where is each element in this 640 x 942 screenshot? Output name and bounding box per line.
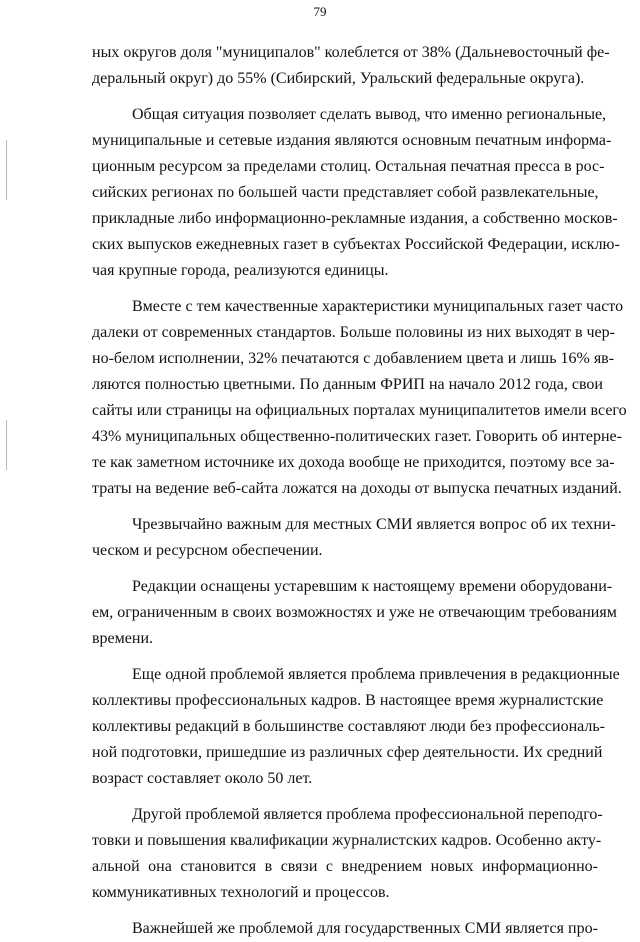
- text-line: возраст составляет около 50 лет.: [92, 770, 313, 787]
- text-line: Еще одной проблемой является проблема привлечения в редакционные: [132, 666, 620, 683]
- text-line: коммуникативных технологий и процессов.: [92, 884, 390, 901]
- paragraph: [92, 574, 617, 652]
- text-line: деральный округ) до 55% (Сибирский, Уральский федеральные округа).: [92, 70, 585, 87]
- text-line: коллективы профессиональных кадров. В настоящее время журналистские: [92, 692, 604, 709]
- paragraph: [92, 102, 620, 284]
- paragraph: [92, 662, 620, 792]
- paragraph-gap: [92, 652, 598, 662]
- text-line: времени.: [92, 630, 154, 647]
- text-line: Общая ситуация позволяет сделать вывод, что именно региональные,: [132, 106, 607, 123]
- text-line: далеки от современных стандартов. Больше половины из них выходят в чер-: [92, 324, 615, 341]
- paragraph: [92, 512, 616, 564]
- text-line: ляются полностью цветными. По данным ФРИП на начало 2012 года, свои: [92, 376, 603, 393]
- text-line: но-белом исполнении, 32% печатаются с добавлением цвета и лишь 16% яв-: [92, 350, 615, 367]
- text-line: ной подготовки, пришедшие из различных сфер деятельности. Их средний: [92, 744, 603, 761]
- text-line: товки и повышения квалификации журналистских кадров. Особенно акту-: [92, 832, 602, 849]
- page-number: 79: [313, 4, 327, 19]
- text-line: ционным ресурсом за пределами столиц. Остальная печатная пресса в рос-: [92, 158, 605, 175]
- paragraph: [92, 802, 603, 906]
- body-text: [92, 40, 627, 942]
- text-line: чая крупные города, реализуются единицы.: [92, 262, 389, 279]
- text-line: альной она становится в связи с внедрением новых информационно-: [92, 858, 598, 875]
- paragraph: [92, 916, 598, 942]
- text-line: Другой проблемой является проблема профессиональной переподго-: [132, 806, 603, 823]
- text-line: Вместе с тем качественные характеристики муниципальных газет часто: [132, 298, 624, 315]
- text-line: траты на ведение веб-сайта ложатся на доходы от выпуска печатных изданий.: [92, 480, 622, 497]
- text-line: ем, ограниченным в своих возможностях и уже не отвечающим требованиям: [92, 604, 617, 621]
- text-line: те как заметном источнике их дохода вообще не приходится, поэтому все за-: [92, 454, 615, 471]
- scan-margin-mark: [6, 420, 7, 470]
- scan-margin-mark: [6, 140, 7, 200]
- paragraph-gap: [92, 502, 598, 512]
- text-line: коллективы редакций в большинстве составляют люди без профессиональ-: [92, 718, 605, 735]
- text-line: сайты или страницы на официальных порталах муниципалитетов имели всего: [92, 402, 627, 419]
- text-line: ческом и ресурсном обеспечении.: [92, 542, 323, 559]
- paragraph: [92, 294, 627, 502]
- text-line: ских выпусков ежедневных газет в субъектах Российской Федерации, исклю-: [92, 236, 620, 253]
- text-line: ных округов доля "муниципалов" колеблется от 38% (Дальневосточный фе-: [92, 44, 610, 61]
- text-line: прикладные либо информационно-рекламные издания, а собственно москов-: [92, 210, 618, 227]
- paragraph-gap: [92, 792, 598, 802]
- paragraph-gap: [92, 564, 598, 574]
- text-line: Редакции оснащены устаревшим к настоящему времени оборудовани-: [132, 578, 613, 595]
- text-line: 43% муниципальных общественно-политических газет. Говорить об интерне-: [92, 428, 622, 445]
- text-line: Чрезвычайно важным для местных СМИ является вопрос об их техни-: [132, 516, 616, 533]
- paragraph-gap: [92, 92, 598, 102]
- paragraph-gap: [92, 906, 598, 916]
- text-line: Важнейшей же проблемой для государственных СМИ является про-: [132, 920, 598, 937]
- paragraph-gap: [92, 284, 598, 294]
- text-line: сийских регионах по большей части представляет собой развлекательные,: [92, 184, 599, 201]
- paragraph: [92, 40, 610, 92]
- text-line: муниципальные и сетевые издания являются основным печатным информа-: [92, 132, 612, 149]
